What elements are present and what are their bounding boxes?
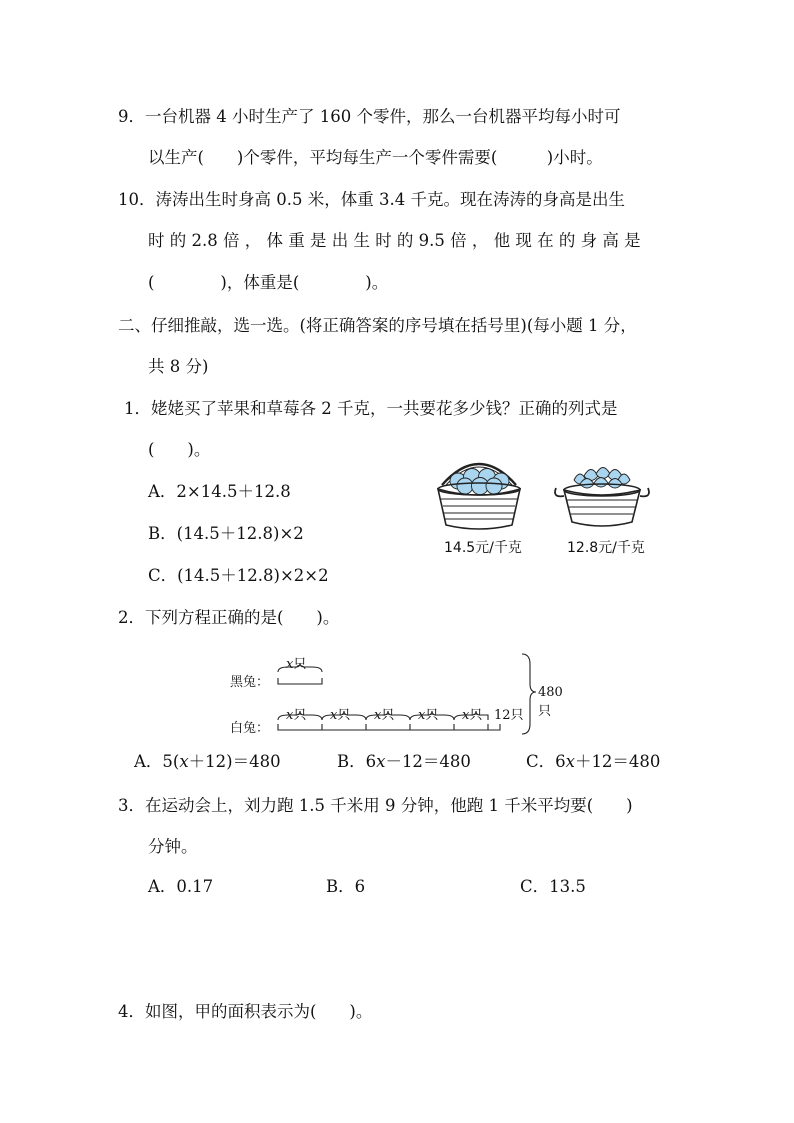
section-heading-cont: 共 8 分) bbox=[148, 357, 209, 376]
p3-option-b: B．6 bbox=[326, 877, 366, 896]
white-x-label-5: x只 bbox=[462, 708, 483, 723]
p2-option-c: C．6x＋12＝480 bbox=[526, 752, 661, 771]
q10-line2: 时 的 2.8 倍 ， 体 重 是 出 生 时 的 9.5 倍 ， 他 现 在 的 身 高 是 bbox=[148, 231, 641, 250]
rabbit-line-diagram bbox=[228, 650, 568, 740]
q10-line1: 10．涛涛出生时身高 0.5 米，体重 3.4 千克。现在涛涛的身高是出生 bbox=[118, 190, 625, 209]
q9-line2: 以生产( )个零件，平均每生产一个零件需要( )小时。 bbox=[148, 148, 603, 167]
p2-option-a: A．5(x＋12)＝480 bbox=[134, 752, 281, 771]
apple-price: 14.5元/千克 bbox=[444, 540, 522, 556]
extra-label: 12只 bbox=[494, 708, 524, 723]
black-rabbit-label: 黑兔： bbox=[230, 675, 270, 690]
white-x-label-4: x只 bbox=[418, 708, 439, 723]
section-heading: 二、仔细推敲，选一选。(将正确答案的序号填在括号里)(每小题 1 分， bbox=[118, 316, 637, 335]
white-x-label-1: x只 bbox=[286, 708, 307, 723]
white-x-label-2: x只 bbox=[330, 708, 351, 723]
p2-stem: 2．下列方程正确的是( )。 bbox=[118, 608, 340, 627]
p3-option-a: A．0.17 bbox=[148, 877, 214, 896]
black-x-label: x只 bbox=[286, 657, 307, 672]
p1-option-a: A．2×14.5＋12.8 bbox=[148, 482, 291, 501]
strawberry-basket-icon bbox=[552, 460, 652, 530]
apple-basket-icon bbox=[432, 455, 526, 533]
p3-line1: 3．在运动会上，刘力跑 1.5 千米用 9 分钟，他跑 1 千米平均要( ) bbox=[118, 796, 633, 815]
p4-stem: 4．如图，甲的面积表示为( )。 bbox=[118, 1002, 373, 1021]
strawberry-price: 12.8元/千克 bbox=[567, 540, 645, 556]
white-x-label-3: x只 bbox=[374, 708, 395, 723]
q9-line1: 9．一台机器 4 小时生产了 160 个零件，那么一台机器平均每小时可 bbox=[118, 107, 621, 126]
p1-line1: 1．姥姥买了苹果和草莓各 2 千克，一共要花多少钱？正确的列式是 bbox=[124, 399, 618, 418]
p3-option-c: C．13.5 bbox=[520, 877, 586, 896]
p1-option-b: B．(14.5＋12.8)×2 bbox=[148, 524, 304, 543]
p1-line2: ( )。 bbox=[148, 440, 211, 459]
white-rabbit-label: 白兔： bbox=[230, 721, 270, 736]
segment-braces bbox=[228, 650, 568, 740]
p3-line2: 分钟。 bbox=[148, 837, 198, 856]
p1-option-c: C．(14.5＋12.8)×2×2 bbox=[148, 566, 329, 585]
q10-line3: ( )，体重是( )。 bbox=[148, 273, 389, 292]
p2-option-b: B．6x－12＝480 bbox=[337, 752, 471, 771]
total-label: 480只 bbox=[538, 685, 563, 719]
